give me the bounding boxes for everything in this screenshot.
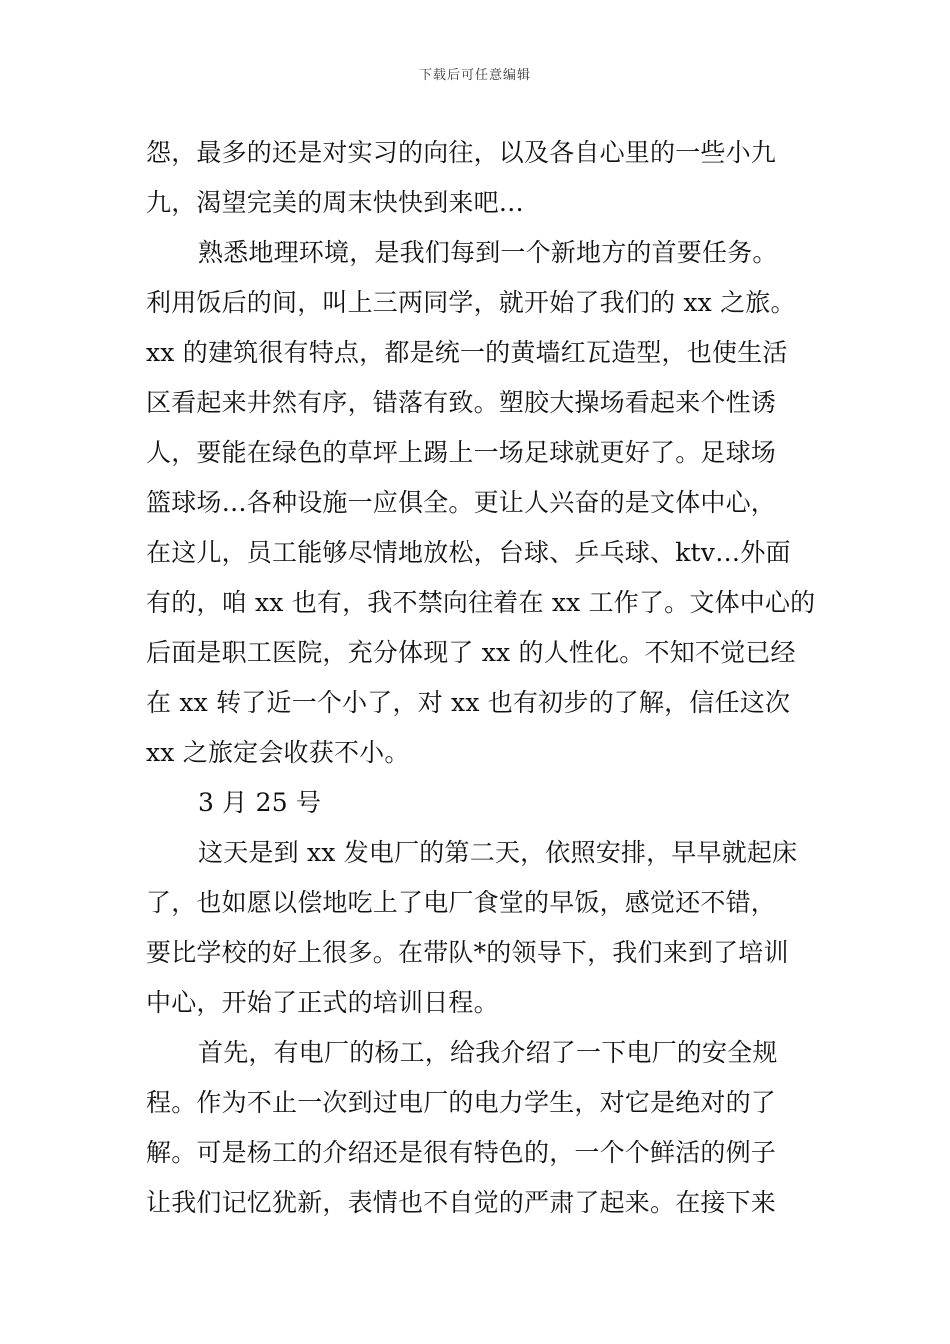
- text-line: 利用饭后的间，叫上三两同学，就开始了我们的 xx 之旅。: [146, 288, 796, 317]
- text-line: 这天是到 xx 发电厂的第二天，依照安排，早早就起床: [198, 838, 798, 867]
- text-line: xx 的建筑很有特点，都是统一的黄墙红瓦造型，也使生活: [146, 338, 788, 367]
- text-line: 了，也如愿以偿地吃上了电厂食堂的早饭，感觉还不错，: [146, 888, 777, 917]
- text-line: 让我们记忆犹新，表情也不自觉的严肃了起来。在接下来: [146, 1188, 777, 1217]
- text-line: 程。作为不止一次到过电厂的电力学生，对它是绝对的了: [146, 1088, 777, 1117]
- date-heading: 3 月 25 号: [198, 788, 322, 817]
- text-line: 解。可是杨工的介绍还是很有特色的，一个个鲜活的例子: [146, 1138, 777, 1167]
- page-header: 下载后可任意编辑: [418, 68, 531, 83]
- document-body: [146, 128, 816, 1228]
- text-line: 首先，有电厂的杨工，给我介绍了一下电厂的安全规: [198, 1038, 778, 1067]
- text-line: 有的，咱 xx 也有，我不禁向往着在 xx 工作了。文体中心的: [146, 588, 816, 617]
- text-line: 后面是职工医院，充分体现了 xx 的人性化。不知不觉已经: [146, 638, 796, 667]
- text-line: 要比学校的好上很多。在带队*的领导下，我们来到了培训: [146, 938, 789, 967]
- text-line: 在 xx 转了近一个小了，对 xx 也有初步的了解，信任这次: [146, 688, 791, 717]
- text-line: xx 之旅定会收获不小。: [146, 738, 410, 767]
- text-line: 人，要能在绿色的草坪上踢上一场足球就更好了。足球场: [146, 438, 777, 467]
- text-line: 篮球场…各种设施一应俱全。更让人兴奋的是文体中心，: [146, 488, 777, 517]
- text-line: 怨，最多的还是对实习的向往，以及各自心里的一些小九: [146, 138, 777, 167]
- text-line: 九，渴望完美的周末快快到来吧…: [146, 188, 525, 217]
- text-line: 中心，开始了正式的培训日程。: [146, 988, 499, 1017]
- text-line: 区看起来井然有序，错落有致。塑胶大操场看起来个性诱: [146, 388, 777, 417]
- text-line: 在这儿，员工能够尽情地放松，台球、乒乓球、ktv…外面: [146, 538, 791, 567]
- text-line: 熟悉地理环境，是我们每到一个新地方的首要任务。: [198, 238, 778, 267]
